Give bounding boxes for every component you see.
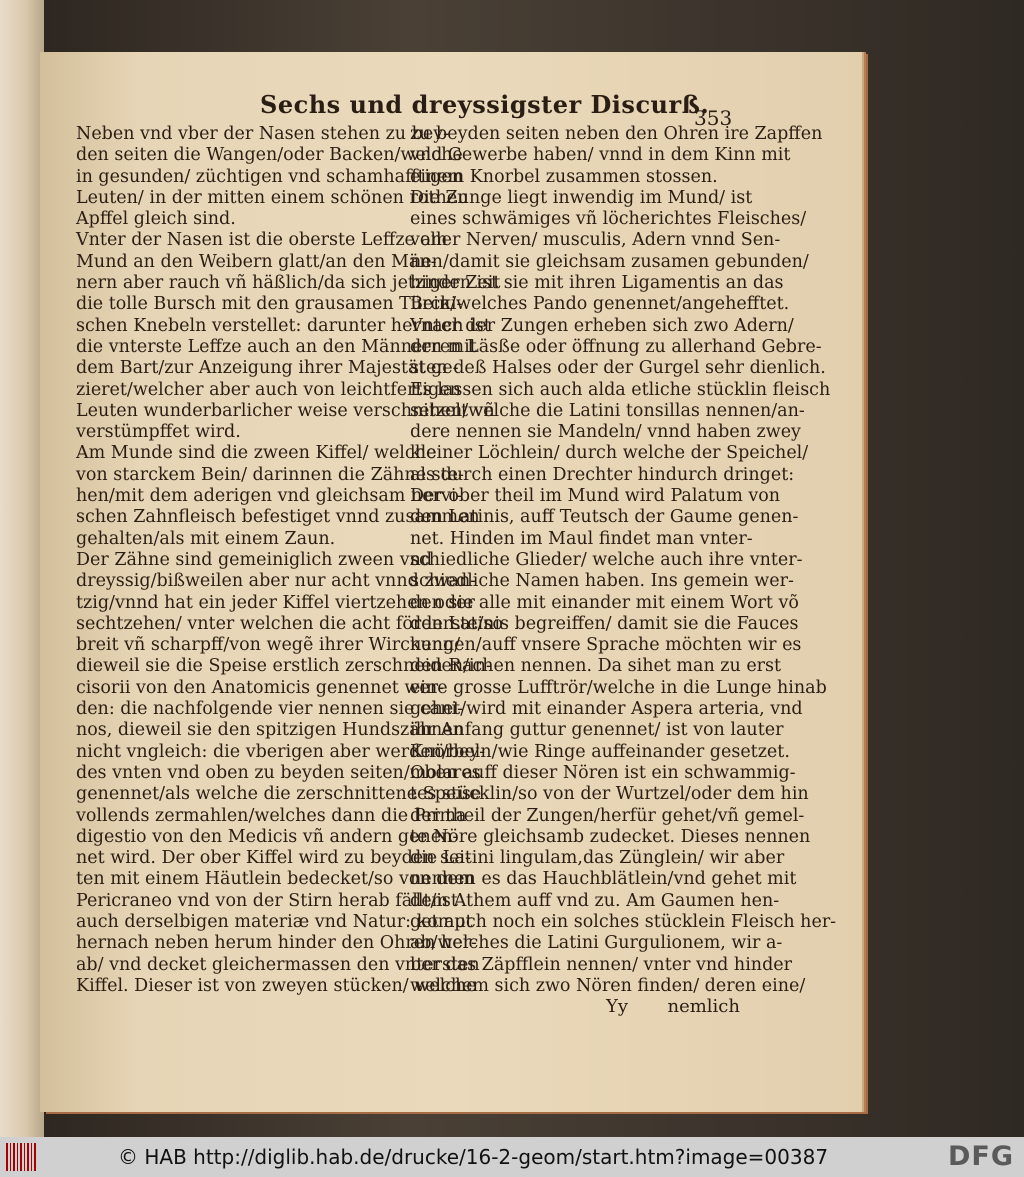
text-line: ab/ vnd decket gleichermassen den vntersten [76, 954, 480, 975]
text-line: te Nöre gleichsamb zudecket. Dieses nennen [410, 826, 811, 847]
text-line: cisorii von den Anatomicis genennet wer- [76, 677, 445, 698]
text-line: vollends zermahlen/welches dann die Prima [76, 805, 467, 826]
text-line: den seiten die Wangen/oder Backen/welche [76, 145, 463, 166]
text-line: Knörbeln/wie Ringe auffeinander gesetzet. [410, 741, 790, 762]
running-head: Sechs und dreyssigster Discurß. [260, 90, 710, 119]
text-line: hernach neben herum hinder den Ohren her- [76, 933, 477, 954]
text-line: einem Knorbel zusammen stossen. [410, 166, 718, 187]
text-line: des vnten vnd oben zu beyden seiten/molares [76, 762, 481, 783]
barcode-icon [6, 1143, 36, 1171]
text-column-left [76, 124, 503, 997]
text-line: Leuten/ in der mitten einem schönen rothen [76, 187, 469, 208]
text-line: Es lassen sich auch alda etliche stücklin fleisch [410, 379, 831, 400]
text-line: zieret/welcher aber auch von leichtfertigen [76, 379, 461, 400]
text-line: dem Bart/zur Anzeigung ihrer Majestät ge- [76, 358, 459, 379]
text-line: schiedliche Namen haben. Ins gemein wer- [410, 571, 794, 592]
text-line: schen Zahnfleisch befestiget vnnd zusammen [76, 507, 480, 528]
text-line: hen/mit dem aderigen vnd gleichsam nervi- [76, 486, 463, 507]
text-line: nennen es das Hauchblätlein/vnd gehet mit [410, 869, 797, 890]
text-line: der theil der Zungen/herfür gehet/vñ gemel- [410, 805, 805, 826]
text-line: net. Hinden im Maul findet man vnter- [410, 528, 753, 549]
text-line: nicht vngleich: die vberigen aber werden/bey- [76, 741, 486, 762]
text-line: dreyssig/bißweilen aber nur acht vnnd zwan- [76, 571, 477, 592]
text-line: Vnter der Nasen ist die oberste Leffze am [76, 230, 448, 251]
text-line: auch derselbigen materiæ vnd Natur: kompt [76, 911, 473, 932]
dfg-logo: DFG [947, 1141, 1014, 1172]
text-line: nennen/auff vnsere Sprache möchten wir es [410, 635, 802, 656]
text-line: den: die nachfolgende vier nennen sie cani- [76, 699, 463, 720]
text-line: hinden ist sie mit ihren Ligamentis an das [410, 273, 784, 294]
text-line: den sie alle mit einander mit einem Wort võ [410, 592, 799, 613]
text-line: zu beyden seiten neben den Ohren ire Zapffen [410, 124, 823, 144]
text-line: den Rachen nennen. Da sihet man zu erst [410, 656, 782, 677]
text-line: vnd Gewerbe haben/ vnnd in dem Kinn mit [410, 145, 791, 166]
text-line: Bein/welches Pando genennet/angehefftet. [410, 294, 790, 315]
text-line: dieweil sie die Speise erstlich zerschneiden/in- [76, 656, 492, 677]
text-line: Vnter der Zungen erheben sich zwo Adern/ [410, 315, 794, 336]
text-column-right [410, 124, 837, 997]
text-line: kleiner Löchlein/ durch welche der Speichel/ [410, 443, 809, 464]
text-line: net wird. Der ober Kiffel wird zu beyden sei- [76, 848, 471, 869]
text-line: eine grosse Lufftrör/welche in die Lunge hinab [410, 677, 827, 698]
text-line: Mund an den Weibern glatt/an den Män- [76, 251, 437, 272]
text-line: voller Nerven/ musculis, Adern vnnd Sen- [410, 230, 781, 251]
text-line: Pericraneo vnd von der Stirn herab fällt/ist [76, 890, 458, 911]
text-line: die tolle Bursch mit den grausamen Türcki- [76, 294, 463, 315]
text-line: sten deß Halses oder der Gurgel sehr dienlich. [410, 358, 826, 379]
text-line: Apffel gleich sind. [76, 209, 236, 230]
text-line: gehalten/als mit einem Zaun. [76, 528, 336, 549]
text-line: von starckem Bein/ darinnen die Zähne ste- [76, 464, 464, 485]
text-line: get auch noch ein solches stücklein Fleisch her- [410, 911, 837, 932]
signature-mark: Yy [606, 996, 629, 1017]
text-line: deren Läsße oder öffnung zu allerhand Gebre- [410, 336, 822, 357]
catchword: nemlich [667, 996, 740, 1017]
text-line: ihr Anfang guttur genennet/ ist von lauter [410, 720, 784, 741]
text-line: nern aber rauch vñ häßlich/da sich jetziger Zeit [76, 273, 501, 294]
text-line: sechtzehen/ vnter welchen die acht förderste/so [76, 613, 503, 634]
page-number: 353 [694, 106, 733, 130]
text-line: genennet/als welche die zerschnittene Speise [76, 784, 482, 805]
text-line: die Latini lingulam,das Zünglein/ wir aber [410, 848, 785, 869]
text-line: Neben vnd vber der Nasen stehen zu bey- [76, 124, 450, 144]
text-line: den Latinis, auff Teutsch der Gaume genen- [410, 507, 799, 528]
text-line: als durch einen Drechter hindurch dringet: [410, 464, 795, 485]
text-line: dere nennen sie Mandeln/ vnnd haben zwey [410, 422, 801, 443]
text-line: digestio von den Medicis vñ andern genen- [76, 826, 459, 847]
text-line: in gesunden/ züchtigen vnd schamhafftigen [76, 166, 463, 187]
text-line: nos, dieweil sie den spitzigen Hundszähnen [76, 720, 464, 741]
text-line: Die Zunge liegt inwendig im Mund/ ist [410, 187, 753, 208]
text-line: tes stücklin/so von der Wurtzel/oder dem hin [410, 784, 809, 805]
text-line: welchem sich zwo Nören finden/ deren eine/ [410, 975, 806, 996]
text-line: tzig/vnnd hat ein jeder Kiffel viertzehen oder [76, 592, 475, 613]
text-line: breit vñ scharpff/von wegẽ ihrer Wirckung/ [76, 635, 461, 656]
text-line: sehen/welche die Latini tonsillas nennen/an- [410, 400, 805, 421]
text-line: Der Zähne sind gemeiniglich zween vnd [76, 549, 433, 570]
text-line: nen/damit sie gleichsam zusamen gebunden/ [410, 251, 809, 272]
text-line: ten mit einem Häutlein bedecket/so von dem [76, 869, 475, 890]
text-line: ab/welches die Latini Gurgulionem, wir a- [410, 933, 783, 954]
text-line: verstümpffet wird. [76, 422, 241, 443]
text-line: Der ober theil im Mund wird Palatum von [410, 486, 781, 507]
text-line: Kiffel. Dieser ist von zweyen stücken/ welche [76, 975, 477, 996]
text-line: den Latinis begreiffen/ damit sie die Fauces [410, 613, 799, 634]
text-line: Am Munde sind die zween Kiffel/ welche [76, 443, 437, 464]
text-line: Oben auff dieser Nören ist ein schwammig- [410, 762, 796, 783]
text-line: die vnterste Leffze auch an den Männern mit [76, 336, 477, 357]
text-line: Leuten wunderbarlicher weise verschnitzelt vñ [76, 400, 495, 421]
viewer-footer [0, 1137, 1024, 1177]
text-line: eines schwämiges vñ löcherichtes Fleisches/ [410, 209, 807, 230]
copyright-link[interactable]: © HAB http://diglib.hab.de/drucke/16-2-geom/start.htm?image=00387 [118, 1145, 829, 1169]
previous-page-edge [0, 0, 44, 1137]
text-line: schiedliche Glieder/ welche auch ihre vnter- [410, 549, 803, 570]
page-footer-line [410, 996, 746, 1020]
text-line: ber das Zäpfflein nennen/ vnter vnd hinder [410, 954, 792, 975]
text-line: dem Athem auff vnd zu. Am Gaumen hen- [410, 890, 780, 911]
text-line: gehet/wird mit einander Aspera arteria, vnd [410, 699, 803, 720]
text-line: schen Knebeln verstellet: darunter hernach ist [76, 315, 491, 336]
